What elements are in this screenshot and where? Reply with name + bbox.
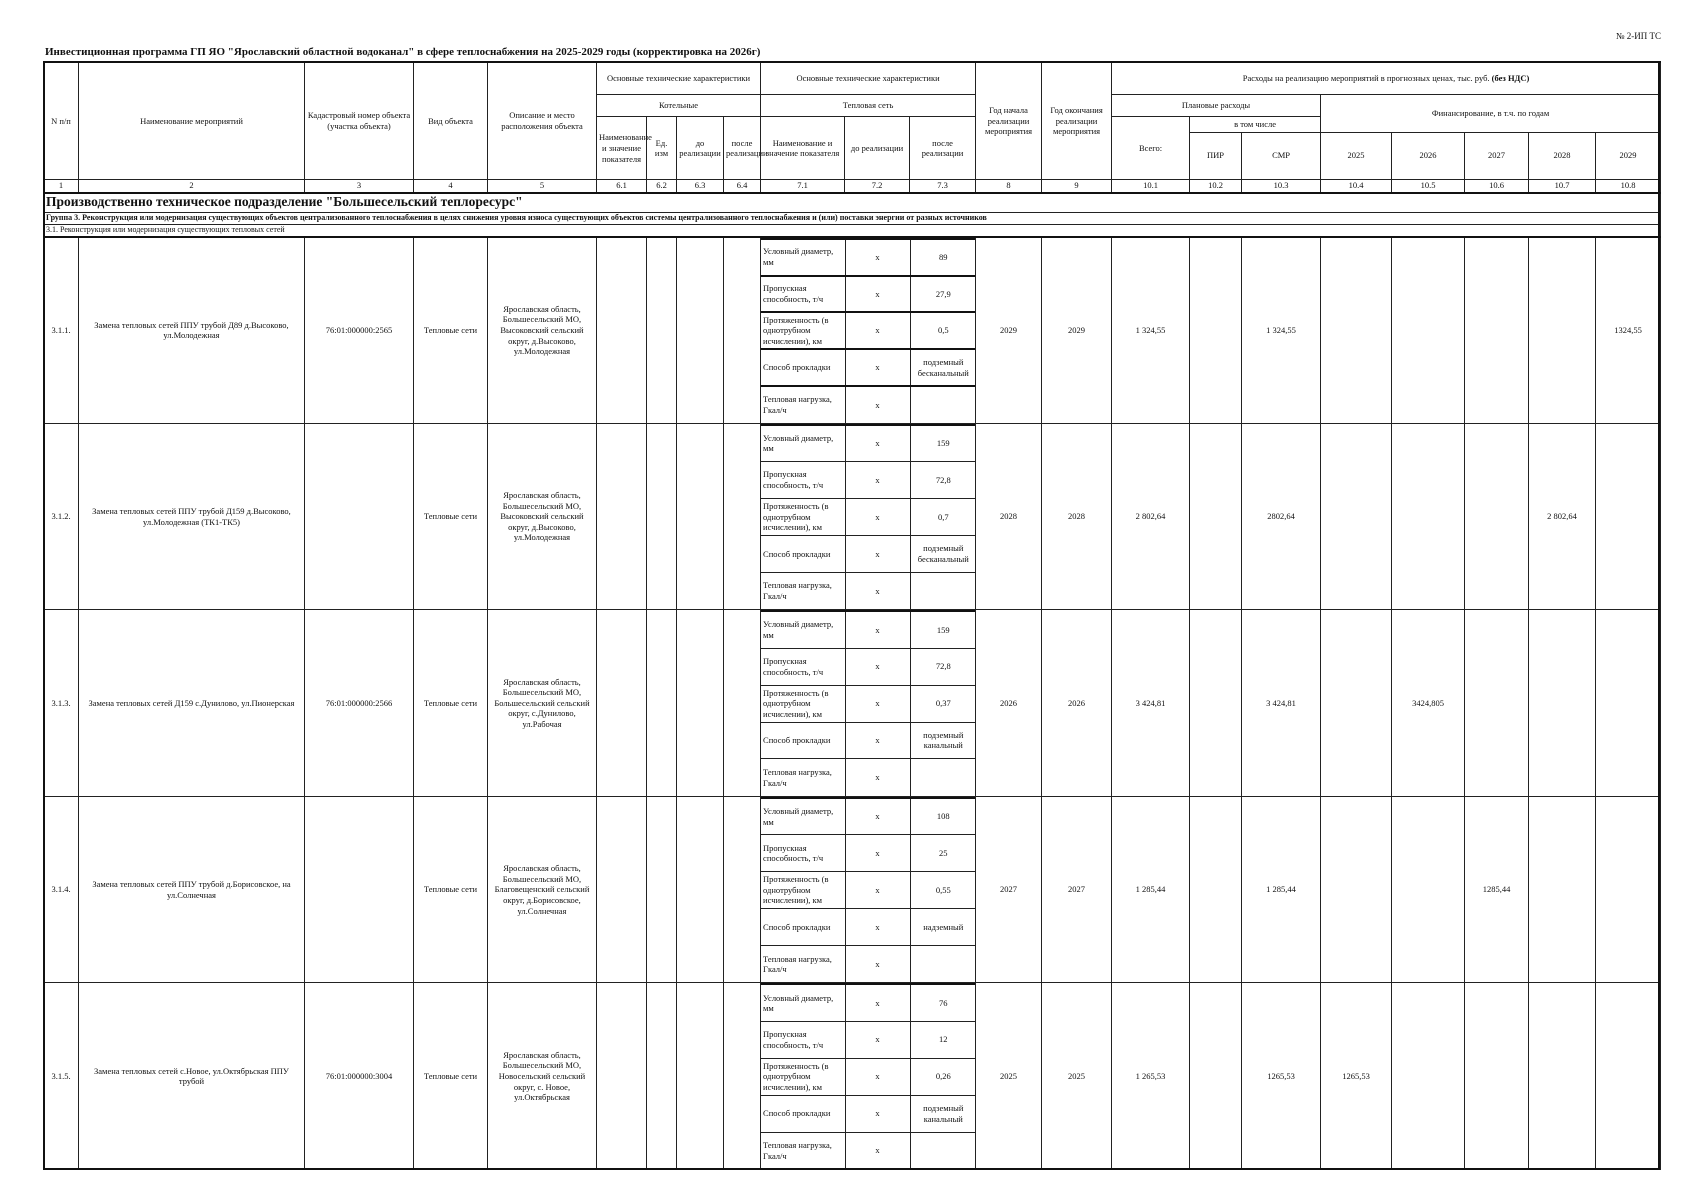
column-number: 10.2 [1190,180,1242,193]
table-row [44,423,1661,610]
header-year-2027: 2027 [1465,132,1529,179]
financing-2025: 1265,53 [1321,983,1392,1170]
header-location: Описание и место расположения объекта [488,62,597,180]
network-parameters [761,237,976,424]
header-year-2026: 2026 [1392,132,1465,179]
total-cost: 1 265,53 [1112,983,1190,1170]
parameter-before: х [845,499,910,536]
document-title: Инвестиционная программа ГП ЯО "Ярославский областной водоканал" в сфере теплоснабжения на 2025-2029 годы (корректировка на 2026г) [45,46,761,58]
parameter-after [910,386,976,423]
network-parameters [761,983,976,1170]
parameter-after [910,1132,976,1169]
parameter-row [761,462,976,499]
parameter-label: Тепловая нагрузка, Гкал/ч [761,759,845,796]
parameter-before: х [845,611,910,648]
end-year: 2027 [1042,796,1112,983]
smr-cost: 1265,53 [1242,983,1321,1170]
header-boiler-unit: Ед. изм [647,117,677,180]
boiler-unit [647,796,677,983]
parameter-row [761,946,976,983]
boiler-unit [647,983,677,1170]
measure-name: Замена тепловых сетей Д159 с.Дунилово, ул.Пионерская [79,610,305,797]
start-year: 2025 [976,983,1042,1170]
financing-2026 [1392,237,1465,424]
start-year: 2029 [976,237,1042,424]
pir-cost [1190,983,1242,1170]
end-year: 2026 [1042,610,1112,797]
parameter-row [761,984,976,1021]
financing-2025 [1321,237,1392,424]
boiler-param [597,423,647,610]
parameter-row [761,386,976,423]
group-title: Группа 3. Реконструкция или модернизация существующих объектов централизованного теплоснабжения в целях снижения уровня износа существующих объектов системы централизованного теплоснабжения и (или) поставки энергии от разных источников [44,212,1661,224]
parameter-row [761,349,976,386]
parameter-label: Условный диаметр, мм [761,425,845,462]
parameter-after: 72,8 [910,648,976,685]
parameter-label: Способ прокладки [761,909,845,946]
network-parameters [761,610,976,797]
row-number: 3.1.4. [44,796,79,983]
boiler-before [677,983,724,1170]
pir-cost [1190,610,1242,797]
financing-2026: 3424,805 [1392,610,1465,797]
parameter-row [761,276,976,313]
financing-2027 [1465,423,1529,610]
total-cost: 3 424,81 [1112,610,1190,797]
boiler-after [724,796,761,983]
column-number: 7.1 [761,180,845,193]
parameter-before: х [845,1021,910,1058]
column-number: 10.7 [1529,180,1596,193]
parameter-before: х [845,535,910,572]
parameter-row [761,535,976,572]
financing-2027 [1465,983,1529,1170]
financing-2028 [1529,237,1596,424]
boiler-after [724,237,761,424]
header-boiler: Котельные [597,94,761,117]
object-type: Тепловые сети [414,423,488,610]
column-number: 1 [44,180,79,193]
object-location: Ярославская область, Большесельский МО, Высоковский сельский округ, д.Высоково, ул.Молодежная [488,423,597,610]
total-cost: 1 285,44 [1112,796,1190,983]
financing-2028: 2 802,64 [1529,423,1596,610]
table-row [44,610,1661,797]
parameter-after [910,759,976,796]
column-number: 3 [305,180,414,193]
boiler-after [724,423,761,610]
column-number: 10.3 [1242,180,1321,193]
smr-cost: 1 324,55 [1242,237,1321,424]
end-year: 2025 [1042,983,1112,1170]
cadastre-number: 76:01:000000:2565 [305,237,414,424]
parameter-label: Тепловая нагрузка, Гкал/ч [761,386,845,423]
cadastre-number [305,796,414,983]
header-total: Всего: [1112,117,1190,180]
column-number: 10.8 [1596,180,1661,193]
financing-2027 [1465,610,1529,797]
smr-cost: 3 424,81 [1242,610,1321,797]
boiler-unit [647,423,677,610]
financing-2028 [1529,796,1596,983]
header-year-2029: 2029 [1596,132,1661,179]
measure-name: Замена тепловых сетей ППУ трубой Д159 д.Высоково, ул.Молодежная (ТК1-ТК5) [79,423,305,610]
parameter-row [761,611,976,648]
cadastre-number: 76:01:000000:2566 [305,610,414,797]
header-planned: Плановые расходы [1112,94,1321,117]
boiler-unit [647,237,677,424]
header-smr: СМР [1242,132,1321,179]
object-location: Ярославская область, Большесельский МО, Большесельский сельский округ, с.Дунилово, ул.Рабочая [488,610,597,797]
row-number: 3.1.2. [44,423,79,610]
parameter-before: х [845,798,910,835]
row-number: 3.1.3. [44,610,79,797]
parameter-after: 27,9 [910,276,976,313]
financing-2028 [1529,610,1596,797]
header-start-year: Год начала реализации мероприятия [976,62,1042,180]
boiler-after [724,610,761,797]
header-year-2028: 2028 [1529,132,1596,179]
header-year-2025: 2025 [1321,132,1392,179]
parameter-row [761,312,976,349]
parameter-before: х [845,312,910,349]
parameter-after: надземный [910,909,976,946]
pir-cost [1190,423,1242,610]
table-row [44,237,1661,424]
financing-2025 [1321,610,1392,797]
parameter-label: Протяженность (в однотрубном исчислении), км [761,1058,845,1095]
parameter-before: х [845,722,910,759]
parameter-row [761,759,976,796]
parameter-row [761,685,976,722]
investment-table [43,61,1661,1170]
parameter-after: 159 [910,425,976,462]
parameter-label: Протяженность (в однотрубном исчислении), км [761,499,845,536]
parameter-row [761,1132,976,1169]
column-number: 8 [976,180,1042,193]
parameter-label: Условный диаметр, мм [761,798,845,835]
header-boiler-after: после реализации [724,117,761,180]
parameter-label: Пропускная способность, т/ч [761,835,845,872]
row-number: 3.1.1. [44,237,79,424]
header-num: N п/п [44,62,79,180]
header-boiler-before: до реализации [677,117,724,180]
pir-cost [1190,796,1242,983]
parameter-label: Протяженность (в однотрубном исчислении), км [761,312,845,349]
financing-2027: 1285,44 [1465,796,1529,983]
header-net-param: Наименование и значение показателя [761,117,845,180]
financing-2029 [1596,983,1661,1170]
parameter-after: подземный канальный [910,1095,976,1132]
header-pir: ПИР [1190,132,1242,179]
parameter-label: Способ прокладки [761,722,845,759]
header-cadastre: Кадастровый номер объекта (участка объекта) [305,62,414,180]
parameter-row [761,499,976,536]
parameter-before: х [845,909,910,946]
parameter-label: Пропускная способность, т/ч [761,1021,845,1058]
network-parameters [761,796,976,983]
financing-2029 [1596,610,1661,797]
parameter-after [910,572,976,609]
parameter-before: х [845,1058,910,1095]
column-number: 10.6 [1465,180,1529,193]
parameter-after: 108 [910,798,976,835]
network-parameters [761,423,976,610]
parameter-row [761,1095,976,1132]
boiler-param [597,610,647,797]
measure-name: Замена тепловых сетей ППУ трубой Д89 д.Высоково, ул.Молодежная [79,237,305,424]
start-year: 2026 [976,610,1042,797]
cadastre-number [305,423,414,610]
column-number: 2 [79,180,305,193]
parameter-label: Способ прокладки [761,1095,845,1132]
header-boiler-param: Наименование и значение показателя [597,117,647,180]
financing-2027 [1465,237,1529,424]
parameter-row [761,572,976,609]
measure-name: Замена тепловых сетей ППУ трубой д.Борисовское, на ул.Солнечная [79,796,305,983]
parameter-after: 76 [910,984,976,1021]
boiler-before [677,796,724,983]
boiler-param [597,237,647,424]
header-net-before: до реализации [845,117,910,180]
start-year: 2027 [976,796,1042,983]
parameter-before: х [845,835,910,872]
parameter-after: 25 [910,835,976,872]
parameter-row [761,239,976,276]
header-financing: Финансирование, в т.ч. по годам [1321,94,1661,132]
parameter-after: подземный канальный [910,722,976,759]
object-type: Тепловые сети [414,237,488,424]
parameter-before: х [845,276,910,313]
boiler-before [677,610,724,797]
parameter-after: 0,26 [910,1058,976,1095]
parameter-after: 12 [910,1021,976,1058]
parameter-before: х [845,1095,910,1132]
parameter-after: подземный бесканальный [910,349,976,386]
column-number: 7.3 [910,180,976,193]
parameter-before: х [845,759,910,796]
parameter-row [761,722,976,759]
header-name: Наименование мероприятий [79,62,305,180]
header-type: Вид объекта [414,62,488,180]
boiler-before [677,423,724,610]
column-number: 6.2 [647,180,677,193]
financing-2028 [1529,983,1596,1170]
parameter-after [910,946,976,983]
object-location: Ярославская область, Большесельский МО, Новосельский сельский округ, с. Новое, ул.Октябрьская [488,983,597,1170]
header-including: в том числе [1190,117,1321,132]
object-type: Тепловые сети [414,610,488,797]
parameter-label: Условный диаметр, мм [761,984,845,1021]
parameter-label: Условный диаметр, мм [761,239,845,276]
header-tech-boiler: Основные технические характеристики [597,62,761,94]
parameter-row [761,798,976,835]
header-tech-net: Основные технические характеристики [761,62,976,94]
financing-2026 [1392,796,1465,983]
section-title: Производственно техническое подразделение "Большесельский теплоресурс" [44,193,1661,213]
column-number: 6.1 [597,180,647,193]
header-net: Тепловая сеть [761,94,976,117]
smr-cost: 2802,64 [1242,423,1321,610]
parameter-label: Пропускная способность, т/ч [761,462,845,499]
parameter-after: 0,7 [910,499,976,536]
financing-2025 [1321,423,1392,610]
financing-2026 [1392,983,1465,1170]
column-number: 5 [488,180,597,193]
boiler-after [724,983,761,1170]
parameter-label: Пропускная способность, т/ч [761,276,845,313]
parameter-row [761,872,976,909]
column-numbers-row [44,180,1661,193]
object-type: Тепловые сети [414,983,488,1170]
parameter-label: Протяженность (в однотрубном исчислении), км [761,685,845,722]
parameter-before: х [845,1132,910,1169]
boiler-unit [647,610,677,797]
start-year: 2028 [976,423,1042,610]
parameter-label: Способ прокладки [761,535,845,572]
parameter-before: х [845,425,910,462]
parameter-before: х [845,572,910,609]
column-number: 10.4 [1321,180,1392,193]
parameter-after: подземный бесканальный [910,535,976,572]
parameter-before: х [845,239,910,276]
column-number: 9 [1042,180,1112,193]
boiler-param [597,983,647,1170]
financing-2029: 1324,55 [1596,237,1661,424]
measure-name: Замена тепловых сетей с.Новое, ул.Октябрьская ППУ трубой [79,983,305,1170]
column-number: 6.4 [724,180,761,193]
financing-2026 [1392,423,1465,610]
parameter-before: х [845,685,910,722]
parameter-after: 89 [910,239,976,276]
parameter-label: Тепловая нагрузка, Гкал/ч [761,572,845,609]
column-number: 10.1 [1112,180,1190,193]
column-number: 6.3 [677,180,724,193]
parameter-label: Пропускная способность, т/ч [761,648,845,685]
end-year: 2028 [1042,423,1112,610]
header-end-year: Год окончания реализации мероприятия [1042,62,1112,180]
parameter-row [761,1058,976,1095]
parameter-after: 0,55 [910,872,976,909]
cadastre-number: 76:01:000000:3004 [305,983,414,1170]
parameter-after: 0,37 [910,685,976,722]
parameter-after: 0,5 [910,312,976,349]
parameter-row [761,909,976,946]
boiler-param [597,796,647,983]
financing-2025 [1321,796,1392,983]
parameter-row [761,835,976,872]
financing-2029 [1596,796,1661,983]
row-number: 3.1.5. [44,983,79,1170]
column-number: 10.5 [1392,180,1465,193]
object-type: Тепловые сети [414,796,488,983]
table-row [44,983,1661,1170]
parameter-before: х [845,984,910,1021]
table-row [44,796,1661,983]
parameter-before: х [845,872,910,909]
pir-cost [1190,237,1242,424]
object-location: Ярославская область, Большесельский МО, Благовещенский сельский округ, д.Борисовское, ул.Солнечная [488,796,597,983]
parameter-before: х [845,386,910,423]
total-cost: 2 802,64 [1112,423,1190,610]
total-cost: 1 324,55 [1112,237,1190,424]
parameter-before: х [845,462,910,499]
parameter-label: Тепловая нагрузка, Гкал/ч [761,946,845,983]
subgroup-title: 3.1. Реконструкция или модернизация существующих тепловых сетей [44,224,1661,236]
column-number: 7.2 [845,180,910,193]
parameter-before: х [845,648,910,685]
object-location: Ярославская область, Большесельский МО, Высоковский сельский округ, д.Высоково, ул.Молодежная [488,237,597,424]
parameter-row [761,1021,976,1058]
boiler-before [677,237,724,424]
parameter-label: Способ прокладки [761,349,845,386]
parameter-after: 159 [910,611,976,648]
parameter-label: Протяженность (в однотрубном исчислении), км [761,872,845,909]
parameter-before: х [845,946,910,983]
parameter-before: х [845,349,910,386]
parameter-label: Условный диаметр, мм [761,611,845,648]
column-number: 4 [414,180,488,193]
financing-2029 [1596,423,1661,610]
smr-cost: 1 285,44 [1242,796,1321,983]
header-net-after: после реализации [910,117,976,180]
parameter-after: 72,8 [910,462,976,499]
end-year: 2029 [1042,237,1112,424]
parameter-row [761,425,976,462]
parameter-row [761,648,976,685]
header-costs: Расходы на реализацию мероприятий в прогнозных ценах, тыс. руб. (без НДС) [1112,62,1661,94]
document-number: № 2-ИП ТС [1615,31,1661,41]
parameter-label: Тепловая нагрузка, Гкал/ч [761,1132,845,1169]
